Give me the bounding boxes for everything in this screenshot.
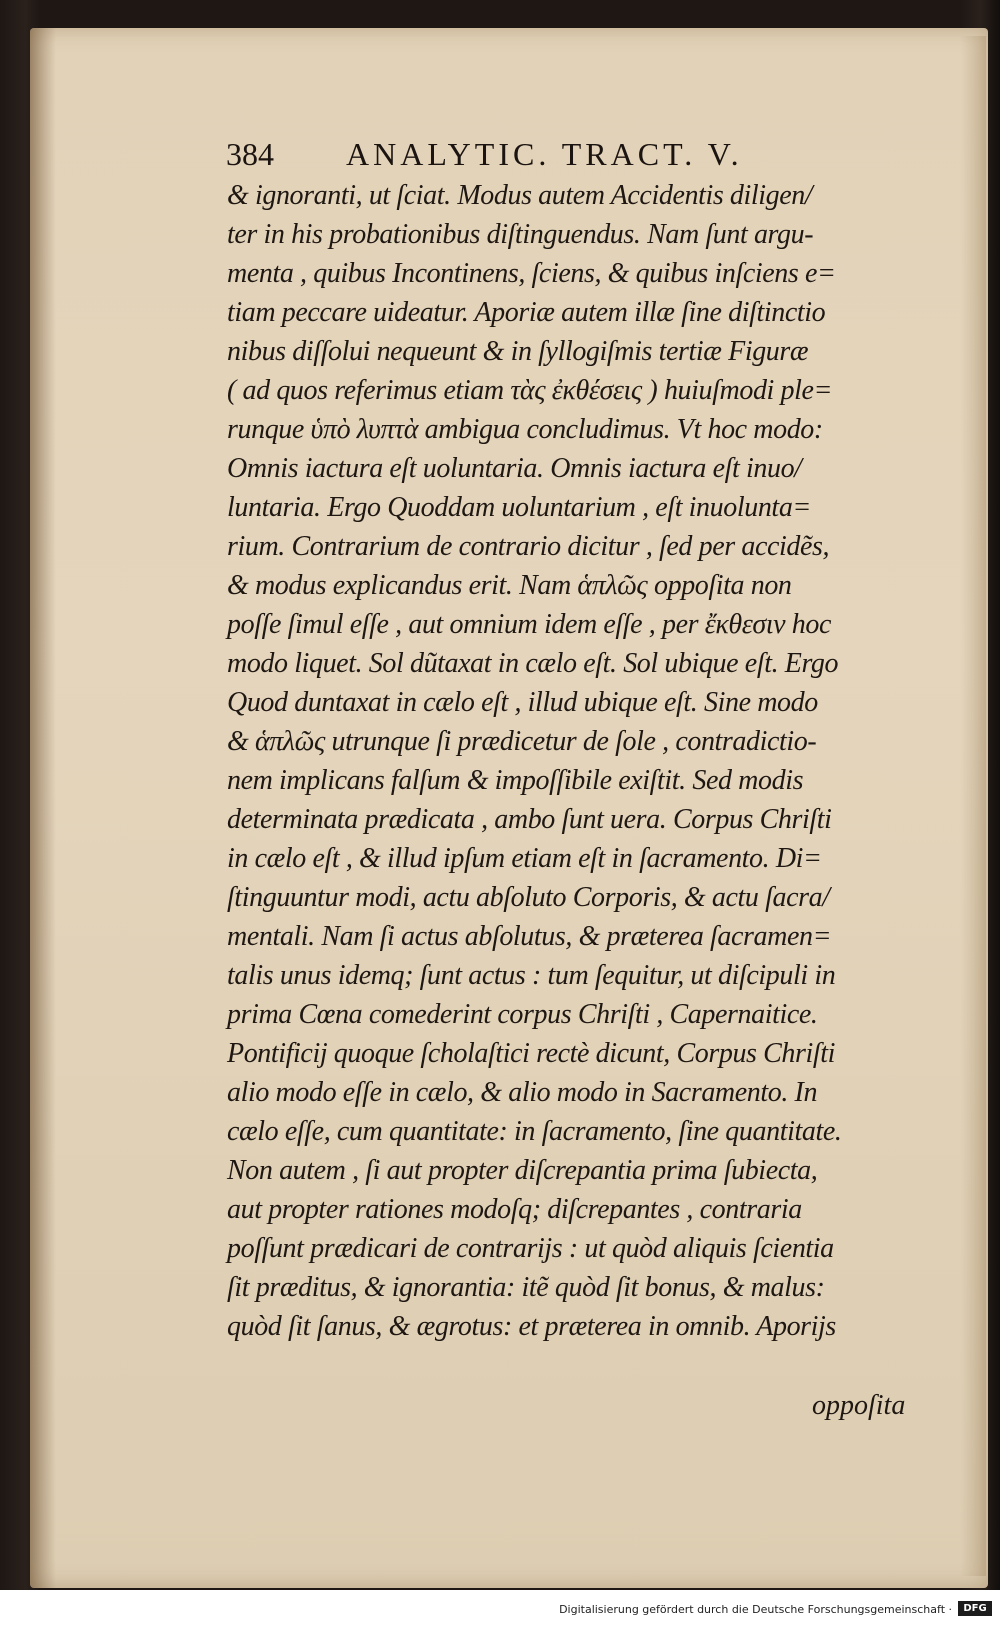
text-line: determinata prædicata , ambo ſunt uera. Corpus Chriſti xyxy=(227,804,832,835)
page-number: 384 xyxy=(226,136,274,172)
text-line: modo liquet. Sol dũtaxat in cælo eſt. Sol ubique eſt. Ergo xyxy=(227,648,839,679)
text-line: rium. Contrarium de contrario dicitur , ſed per accidẽs, xyxy=(227,531,830,562)
text-line: ſit præditus, & ignorantia: itẽ quòd ſit bonus, & malus: xyxy=(227,1272,825,1303)
text-line: in cælo eſt , & illud ipſum etiam eſt in ſacramento. Di= xyxy=(227,843,822,874)
page-gutter-shadow xyxy=(30,28,56,1588)
text-line: poſſunt prædicari de contrarijs : ut quòd aliquis ſcientia xyxy=(227,1233,834,1264)
page-header xyxy=(226,136,856,176)
text-line: quòd ſit ſanus, & ægrotus: et præterea in omnib. Aporijs xyxy=(227,1311,836,1342)
text-line: poſſe ſimul eſſe , aut omnium idem eſſe , per ἔκθεσιν hoc xyxy=(227,609,832,640)
text-line: & ignoranti, ut ſciat. Modus autem Accidentis diligen/ xyxy=(227,180,813,211)
footer-bar xyxy=(0,1590,1000,1628)
body-text xyxy=(227,176,917,1346)
text-line: nibus diſſolui nequeunt & in ſyllogiſmis tertiæ Figuræ xyxy=(227,336,809,367)
text-line: alio modo eſſe in cælo, & alio modo in Sacramento. In xyxy=(227,1077,818,1108)
running-title: ANALYTIC. TRACT. V. xyxy=(346,136,743,172)
text-line: ter in his probationibus diſtinguendus. Nam ſunt argu- xyxy=(227,219,814,250)
dfg-logo: DFG xyxy=(958,1601,992,1616)
text-line: nem implicans falſum & impoſſibile exiſtit. Sed modis xyxy=(227,765,804,796)
text-line: & modus explicandus erit. Nam ἁπλῶς oppoſita non xyxy=(227,570,792,601)
text-line: runque ὑπὸ λυπτὰ ambigua concludimus. Vt hoc modo: xyxy=(227,414,823,445)
text-line: talis unus idemq; ſunt actus : tum ſequitur, ut diſcipuli in xyxy=(227,960,836,991)
funding-credit: Digitalisierung gefördert durch die Deutsche Forschungsgemeinschaft · xyxy=(559,1603,952,1616)
text-line: aut propter rationes modoſq; diſcrepantes , contraria xyxy=(227,1194,802,1225)
text-line: Omnis iactura eſt uoluntaria. Omnis iactura eſt inuo/ xyxy=(227,453,802,484)
text-line: tiam peccare uideatur. Aporiæ autem illæ ſine diſtinctio xyxy=(227,297,826,328)
text-line: prima Cœna comederint corpus Chriſti , Capernaitice. xyxy=(227,999,818,1030)
text-line: ſtinguuntur modi, actu abſoluto Corporis, & actu ſacra/ xyxy=(227,882,830,913)
text-line: cælo eſſe, cum quantitate: in ſacramento, ſine quantitate. xyxy=(227,1116,842,1147)
text-line: & ἁπλῶς utrunque ſi prædicetur de ſole , contradictio- xyxy=(227,726,817,757)
page-edge-shading xyxy=(960,36,986,1576)
text-line: menta , quibus Incontinens, ſciens, & quibus inſciens e= xyxy=(227,258,836,289)
text-line: Non autem , ſi aut propter diſcrepantia prima ſubiecta, xyxy=(227,1155,818,1186)
text-line: mentali. Nam ſi actus abſolutus, & præterea ſacramen= xyxy=(227,921,832,952)
text-line: luntaria. Ergo Quoddam uoluntarium , eſt inuolunta= xyxy=(227,492,811,523)
catchword: oppoſita xyxy=(812,1390,906,1421)
text-line: Pontificij quoque ſcholaſtici rectè dicunt, Corpus Chriſti xyxy=(227,1038,836,1069)
text-line: Quod duntaxat in cælo eſt , illud ubique eſt. Sine modo xyxy=(227,687,818,718)
text-line: ( ad quos referimus etiam τὰς ἐκθέσεις ) huiuſmodi ple= xyxy=(227,375,833,406)
